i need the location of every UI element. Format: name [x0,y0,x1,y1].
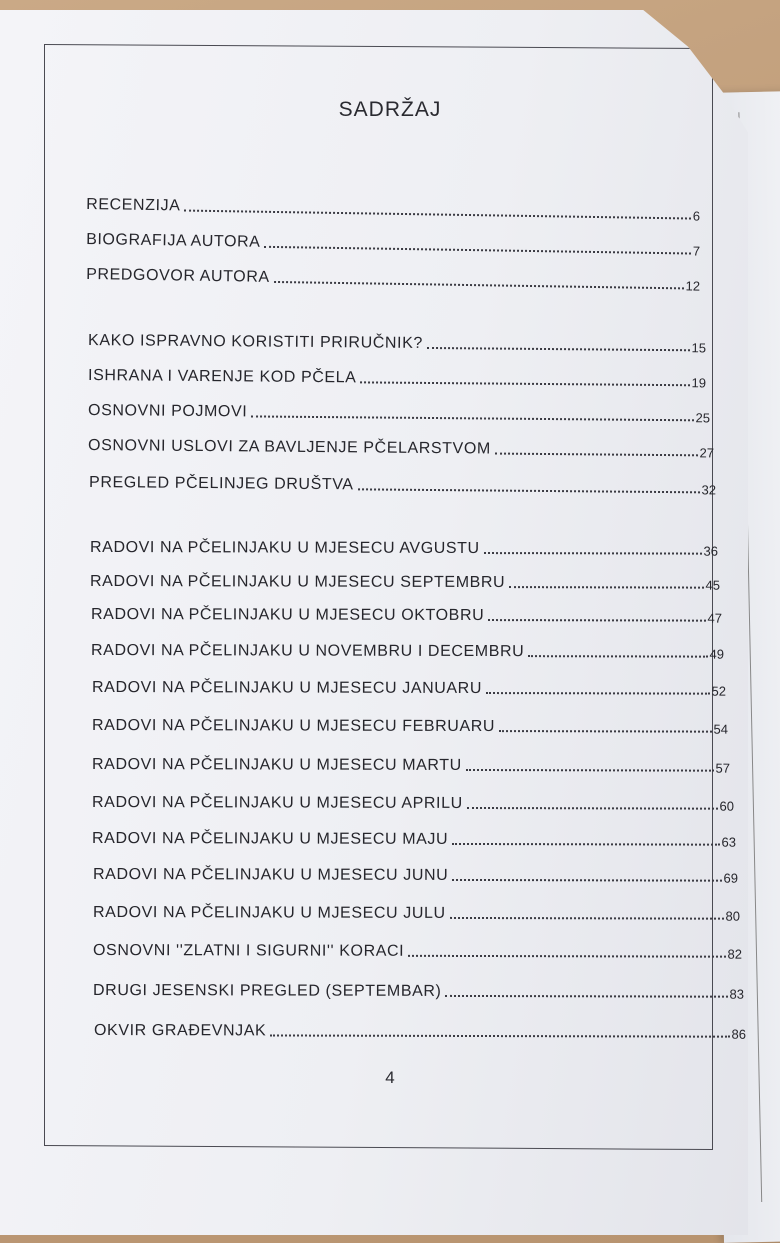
toc-entry [92,790,734,814]
toc-entry-page: 15 [691,340,707,356]
toc-entry [92,826,736,850]
toc-entry [92,675,726,699]
dot-leader [452,843,719,846]
toc-entry-title: RADOVI NA PČELINJAKU U MJESECU JANUARU [92,679,483,698]
dot-leader [486,692,710,695]
toc-entry [94,1018,746,1042]
toc-entry-title: RADOVI NA PČELINJAKU U MJESECU AVGUSTU [90,539,480,558]
toc-entry-page: 7 [692,243,701,259]
toc-entry-title: RECENZIJA [86,196,181,215]
toc-entry-page: 83 [729,986,745,1002]
dot-leader [251,415,693,421]
toc-entry [93,938,742,962]
toc-entry-page: 25 [695,410,711,426]
toc-entry-page: 32 [701,482,717,498]
dot-leader [452,879,721,882]
toc-entry-page: 12 [685,278,701,294]
toc-entry-page: 52 [711,683,727,699]
toc-entry-title: KAKO ISPRAVNO KORISTITI PRIRUČNIK? [88,332,423,352]
dot-leader [495,453,698,457]
toc-entry-page: 19 [691,375,707,391]
dot-leader [499,730,712,733]
toc-entry-title: OSNOVNI USLOVI ZA BAVLJENJE PČELARSTVOM [88,437,491,458]
dot-leader [358,488,700,493]
dot-leader [450,917,724,920]
page-title: SADRŽAJ [338,98,442,121]
toc-entry-page: 27 [699,445,715,461]
toc-entry [93,978,744,1002]
toc-entry-title: RADOVI NA PČELINJAKU U NOVEMBRU I DECEMBRU [91,642,525,661]
dot-leader [445,995,727,998]
page-number: 4 [385,1068,395,1087]
dot-leader [270,1034,729,1037]
toc-entry-title: RADOVI NA PČELINJAKU U MJESECU OKTOBRU [91,606,485,625]
toc-entry-page: 69 [723,870,739,886]
dot-leader [427,347,690,351]
toc-entry-page: 82 [727,946,743,962]
toc-entry-title: RADOVI NA PČELINJAKU U MJESECU JUNU [93,866,449,884]
dot-leader [467,807,718,810]
toc-entry [90,569,720,593]
toc-entry-page: 86 [731,1026,747,1042]
toc-entry-title: OSNOVNI ''ZLATNI I SIGURNI'' KORACI [93,942,405,960]
toc-entry-page: 60 [719,798,735,814]
dot-leader [484,552,702,555]
toc-entry-page: 6 [692,208,701,224]
toc-entry-page: 36 [703,543,719,559]
toc-entry-page: 45 [705,577,721,593]
toc-entry-page: 63 [721,834,737,850]
dot-leader [509,586,703,589]
dot-leader [408,955,725,958]
dot-leader [528,655,707,657]
toc-entry-page: 57 [715,760,731,776]
toc-entry-title: BIOGRAFIJA AUTORA [86,231,261,251]
dot-leader [488,619,705,622]
toc-entry-title: RADOVI NA PČELINJAKU U MJESECU APRILU [92,794,463,812]
toc-entry-title: OSNOVNI POJMOVI [88,402,248,421]
toc-entry-title: OKVIR GRAĐEVNJAK [94,1022,267,1040]
toc-entry-title: RADOVI NA PČELINJAKU U MJESECU FEBRUARU [92,717,496,736]
toc-entry [93,900,740,924]
toc-entry-title: DRUGI JESENSKI PREGLED (SEPTEMBAR) [93,982,442,1000]
toc-entry [91,602,722,626]
toc-entry-page: 54 [713,721,729,737]
toc-entry-title: PREDGOVOR AUTORA [86,266,270,286]
dot-leader [466,769,714,772]
toc-entry [93,862,738,886]
toc-entry-title: RADOVI NA PČELINJAKU U MJESECU MAJU [92,830,449,848]
toc-entry-title: RADOVI NA PČELINJAKU U MJESECU JULU [93,904,446,922]
toc-entry [91,638,724,662]
toc-entry-title: RADOVI NA PČELINJAKU U MJESECU SEPTEMBRU [90,573,506,592]
dot-leader [360,381,689,386]
toc-entry [90,535,718,559]
toc-entry [92,752,730,776]
toc-entry-page: 47 [707,610,723,626]
toc-entry [92,713,728,737]
toc-entry-page: 80 [725,908,741,924]
toc-entry-title: RADOVI NA PČELINJAKU U MJESECU MARTU [92,756,462,774]
toc-entry-title: ISHRANA I VARENJE KOD PČELA [88,367,357,387]
toc-entry-page: 49 [709,646,725,662]
toc-entry-title: PREGLED PČELINJEG DRUŠTVA [89,474,354,494]
